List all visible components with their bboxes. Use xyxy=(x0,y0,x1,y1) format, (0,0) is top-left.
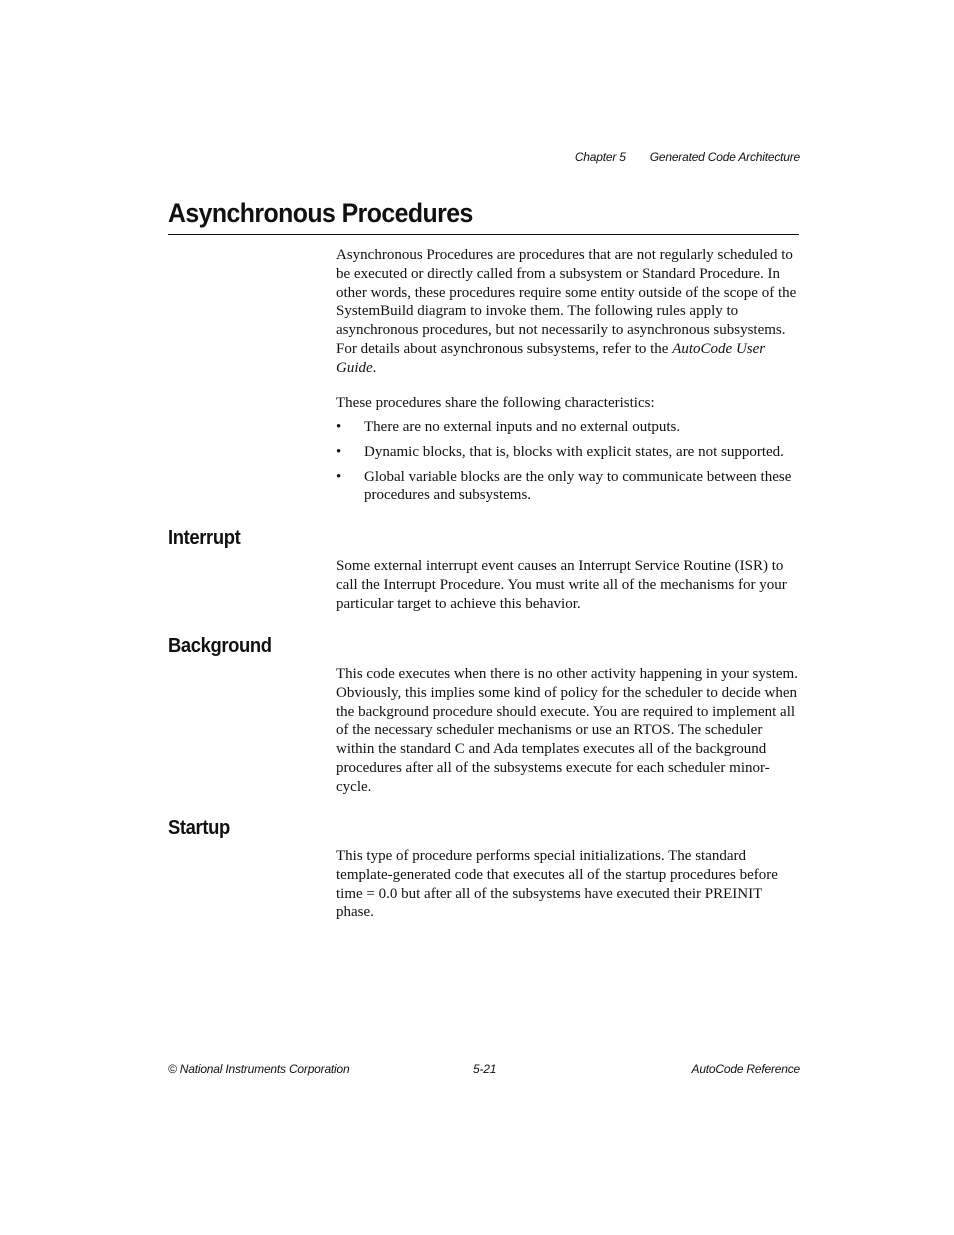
bullet-icon: • xyxy=(336,443,342,460)
section-text-background: This code executes when there is no other activity happening in your system. Obviously, this implies some kind of policy for the scheduler to decide when the background procedure should execute. You are required to implement all of the necessary scheduler mechanisms or use an RTOS. The scheduler within the standard C and Ada templates executes all of the background procedures after all of the subsystems execute for each scheduler minor-cycle. xyxy=(336,666,798,795)
intro-paragraph xyxy=(336,246,802,378)
bullet-icon: • xyxy=(336,419,342,435)
header-chapter-title: Generated Code Architecture xyxy=(649,150,800,164)
list-item-text: There are no external inputs and no external outputs. xyxy=(364,419,681,435)
characteristics-list xyxy=(336,418,802,511)
list-item xyxy=(336,468,802,506)
footer-document-title: AutoCode Reference xyxy=(691,1062,800,1076)
bullet-icon: • xyxy=(336,468,342,485)
section-heading-interrupt: Interrupt xyxy=(168,527,241,549)
intro-reference: AutoCode User Guide xyxy=(336,340,766,376)
characteristics-intro: These procedures share the following characteristics: xyxy=(336,395,655,411)
section-text-startup: This type of procedure performs special initializations. The standard template-generated code that executes all of the startup procedures before time = 0.0 but after all of the subsystems have executed their PREINIT phase. xyxy=(336,848,778,921)
list-item-text: Global variable blocks are the only way to communicate between these procedures and subsystems. xyxy=(364,468,792,504)
list-item xyxy=(336,443,802,462)
section-heading-background: Background xyxy=(168,635,272,657)
intro-text: Asynchronous Procedures are procedures that are not regularly scheduled to be executed or directly called from a subsystem or Standard Procedure. In other words, these procedures require some entity outside of the scope of the SystemBuild diagram to invoke them. The following rules apply to asynchronous procedures, but not necessarily to asynchronous subsystems. For details about asynchronous subsystems, refer to the xyxy=(336,247,797,357)
title-rule xyxy=(168,234,799,235)
section-text-interrupt: Some external interrupt event causes an Interrupt Service Routine (ISR) to call the Interrupt Procedure. You must write all of the mechanisms for your particular target to achieve this behavior. xyxy=(336,558,787,612)
intro-text-end: . xyxy=(372,359,377,376)
header-chapter: Chapter 5 xyxy=(574,150,626,164)
footer-page-number: 5-21 xyxy=(473,1062,497,1076)
page-title: Asynchronous Procedures xyxy=(168,198,473,228)
section-heading-startup: Startup xyxy=(168,817,230,839)
running-header xyxy=(575,150,800,164)
list-item-text: Dynamic blocks, that is, blocks with explicit states, are not supported. xyxy=(364,443,784,460)
footer-copyright: © National Instruments Corporation xyxy=(168,1062,350,1076)
list-item xyxy=(336,418,802,437)
